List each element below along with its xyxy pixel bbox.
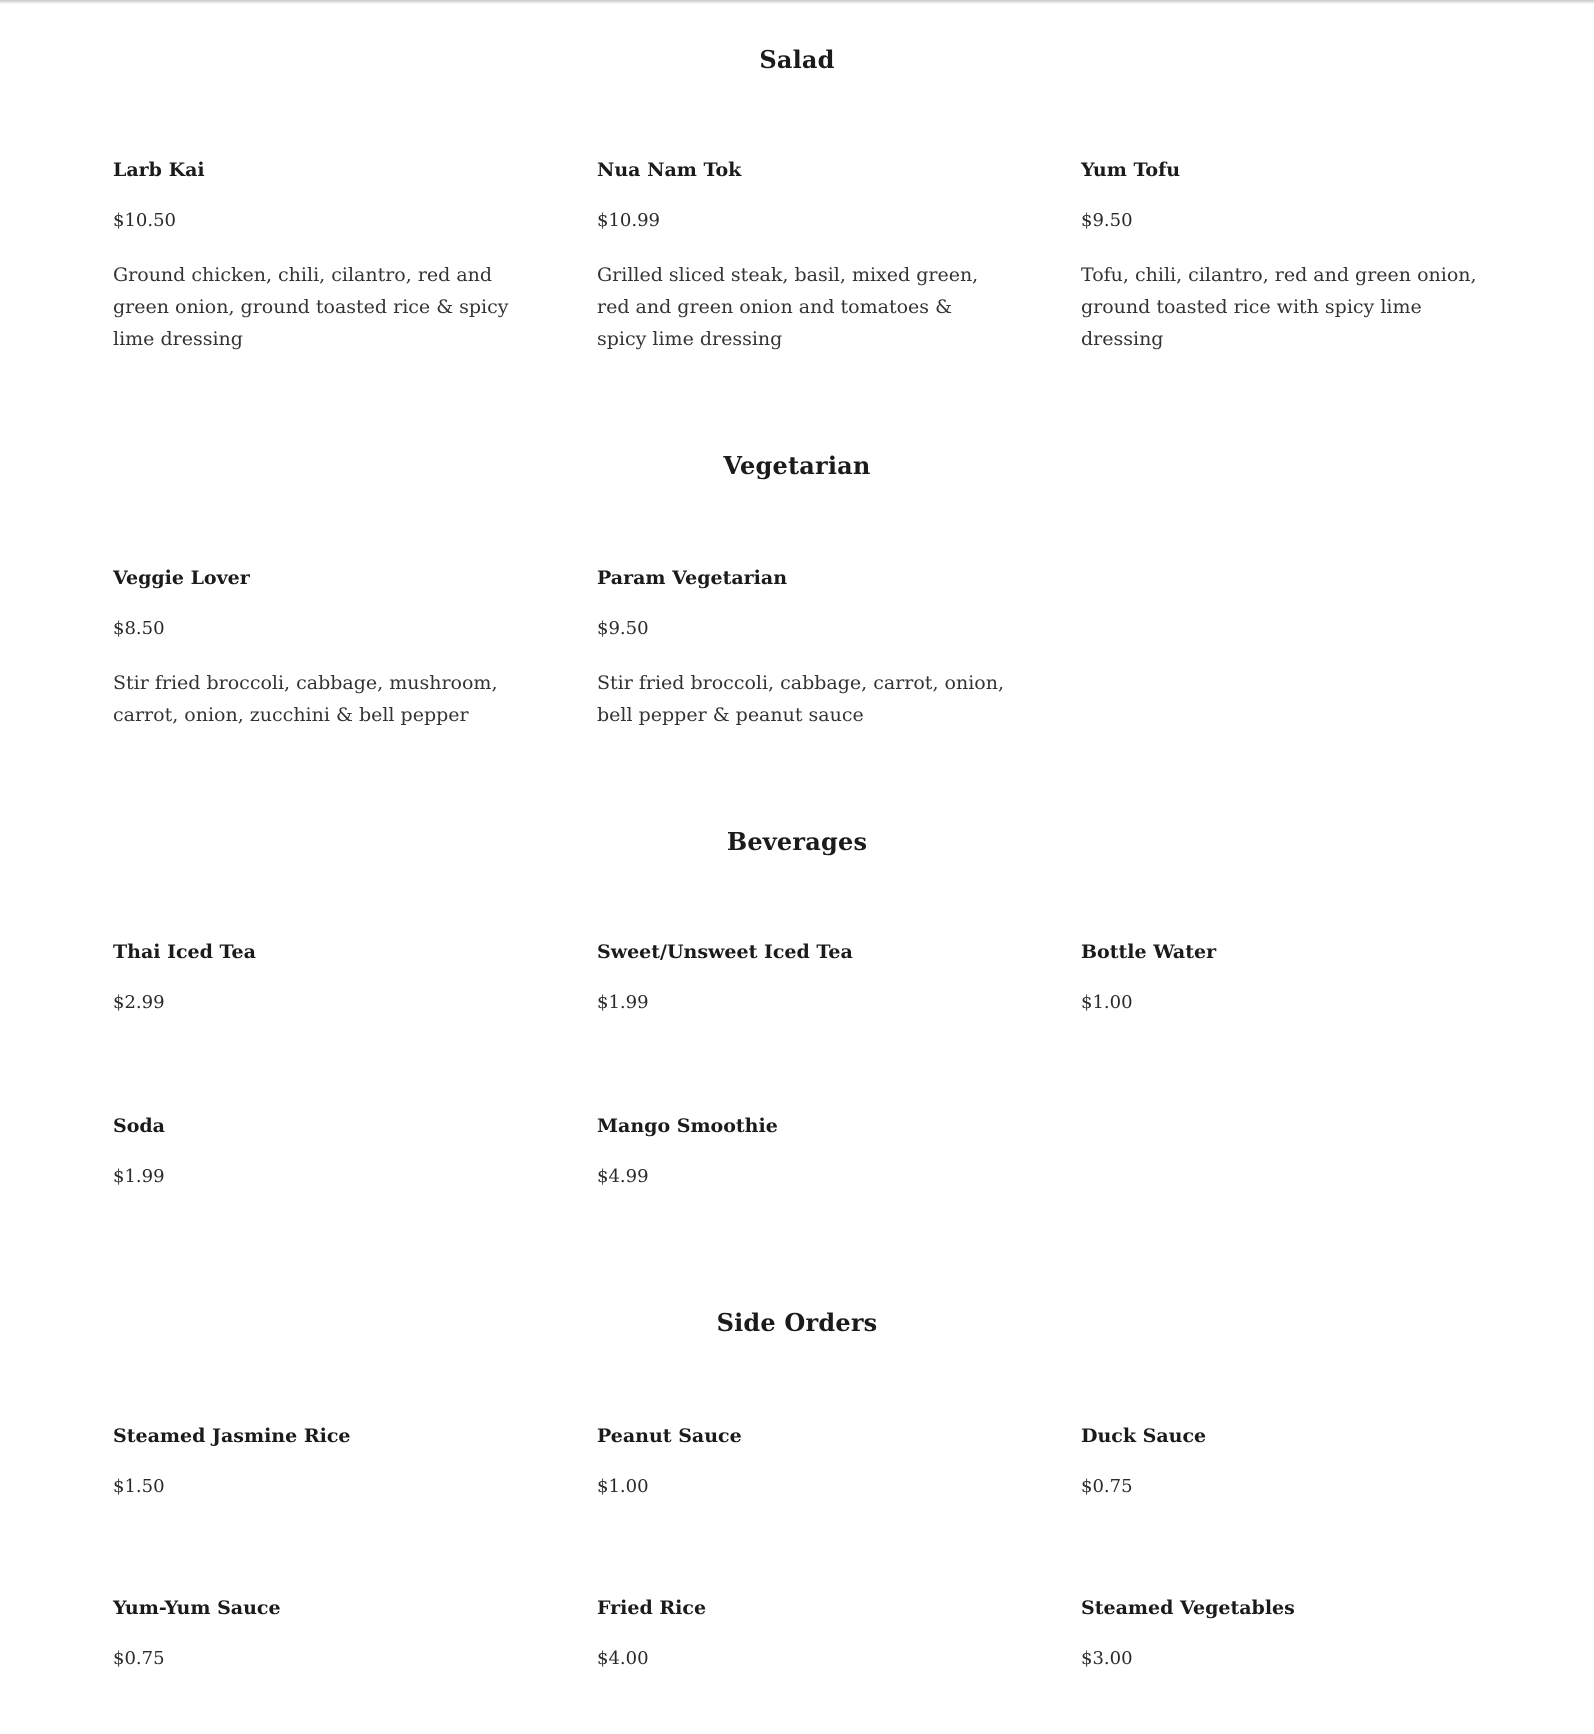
menu-item-steamed-vegetables (1081, 1595, 1501, 1669)
item-description: Grilled sliced steak, basil, mixed green, red and green onion and tomatoes & spicy lime dressing (597, 264, 979, 350)
menu-item-nua-nam-tok (597, 157, 1017, 350)
item-price: $0.75 (113, 1648, 165, 1669)
section-title: Salad (759, 45, 835, 74)
item-price: $4.99 (597, 1166, 649, 1187)
item-price: $1.00 (1081, 992, 1133, 1013)
item-name: Soda (113, 1115, 165, 1137)
menu-item-larb-kai (113, 157, 533, 350)
menu-item-yum-yum-sauce (113, 1595, 533, 1669)
item-price: $9.50 (1081, 210, 1133, 231)
menu-item-soda (113, 1113, 533, 1187)
item-price: $3.00 (1081, 1648, 1133, 1669)
menu-item-sweet-unsweet-iced-tea (597, 939, 1017, 1013)
item-price: $1.00 (597, 1476, 649, 1497)
item-price: $0.75 (1081, 1476, 1133, 1497)
item-name: Yum Tofu (1081, 159, 1181, 181)
item-name: Steamed Jasmine Rice (113, 1425, 351, 1447)
item-price: $1.99 (597, 992, 649, 1013)
item-name: Veggie Lover (113, 567, 250, 589)
section-title: Vegetarian (723, 451, 871, 480)
menu-item-param-vegetarian (597, 565, 1017, 726)
item-name: Param Vegetarian (597, 567, 788, 589)
menu-item-yum-tofu (1081, 157, 1501, 350)
item-name: Steamed Vegetables (1081, 1597, 1295, 1619)
menu-item-steamed-jasmine-rice (113, 1423, 533, 1497)
menu-item-veggie-lover (113, 565, 533, 726)
menu-item-thai-iced-tea (113, 939, 533, 1013)
item-price: $10.50 (113, 210, 176, 231)
item-price: $4.00 (597, 1648, 649, 1669)
item-name: Fried Rice (597, 1597, 707, 1619)
item-name: Mango Smoothie (597, 1115, 778, 1137)
item-name: Sweet/Unsweet Iced Tea (597, 941, 853, 963)
item-name: Larb Kai (113, 159, 205, 181)
item-description: Ground chicken, chili, cilantro, red and green onion, ground toasted rice & spicy lime dressing (113, 264, 509, 350)
item-name: Duck Sauce (1081, 1425, 1207, 1447)
item-name: Bottle Water (1081, 941, 1217, 963)
item-description: Stir fried broccoli, cabbage, mushroom, carrot, onion, zucchini & bell pepper (113, 672, 498, 726)
item-price: $1.99 (113, 1166, 165, 1187)
item-price: $8.50 (113, 618, 165, 639)
item-price: $9.50 (597, 618, 649, 639)
item-description: Stir fried broccoli, cabbage, carrot, onion, bell pepper & peanut sauce (597, 672, 1004, 726)
item-price: $1.50 (113, 1476, 165, 1497)
item-price: $2.99 (113, 992, 165, 1013)
menu-item-mango-smoothie (597, 1113, 1017, 1187)
section-title: Beverages (726, 827, 868, 856)
item-price: $10.99 (597, 210, 660, 231)
menu-item-peanut-sauce (597, 1423, 1017, 1497)
section-title: Side Orders (716, 1308, 878, 1337)
item-name: Nua Nam Tok (597, 159, 742, 181)
menu-item-bottle-water (1081, 939, 1501, 1013)
item-name: Thai Iced Tea (113, 941, 256, 963)
menu-item-duck-sauce (1081, 1423, 1501, 1497)
item-description: Tofu, chili, cilantro, red and green onion, ground toasted rice with spicy lime dressing (1081, 264, 1477, 350)
item-name: Peanut Sauce (597, 1425, 742, 1447)
header-shadow (0, 0, 1594, 4)
menu-item-fried-rice (597, 1595, 1017, 1669)
item-name: Yum-Yum Sauce (113, 1597, 281, 1619)
